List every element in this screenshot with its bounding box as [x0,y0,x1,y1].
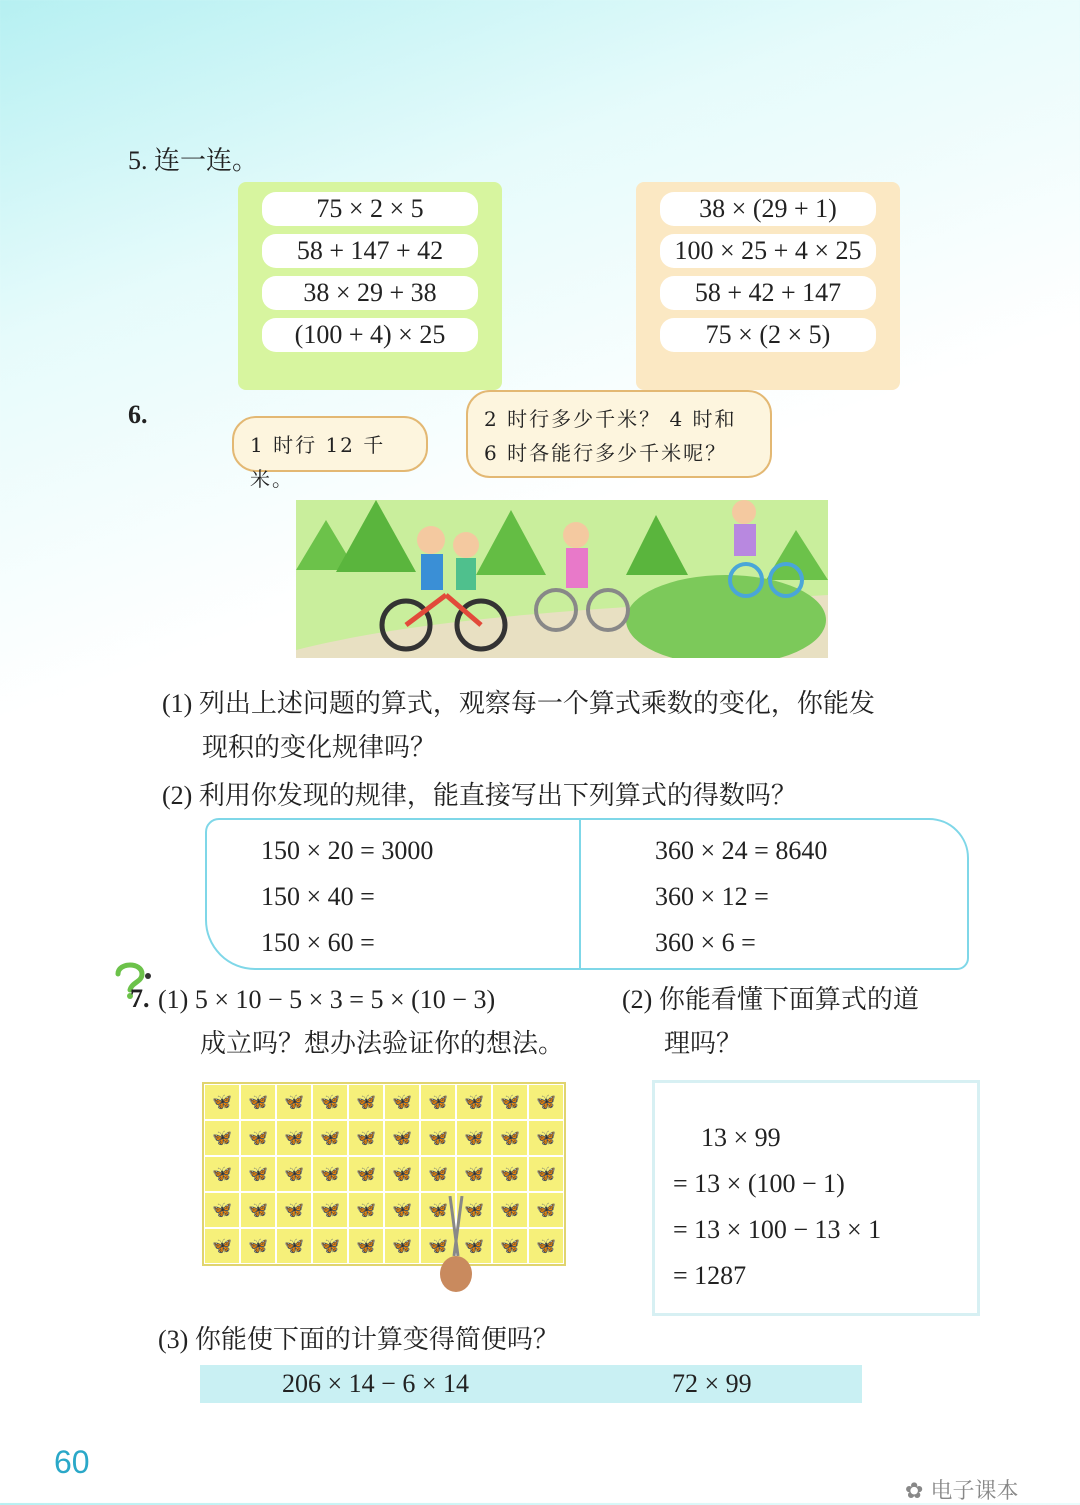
speech-bubble-1 [232,416,428,491]
butterfly-icon: 🦋 [492,1228,528,1264]
calc-line: = 1287 [673,1261,747,1290]
butterfly-icon: 🦋 [456,1192,492,1228]
q7-calculation-box [652,1080,980,1316]
butterfly-icon: 🦋 [528,1228,564,1264]
butterfly-icon: 🦋 [204,1120,240,1156]
butterfly-icon: 🦋 [420,1120,456,1156]
butterfly-icon: 🦋 [456,1120,492,1156]
q6-left-eq: 150 × 20 = 3000 [261,836,434,865]
q5-title: 5. 连一连。 [128,146,259,175]
butterfly-icon: 🦋 [312,1120,348,1156]
butterfly-icon: 🦋 [348,1120,384,1156]
butterfly-icon: 🦋 [456,1156,492,1192]
butterfly-icon: 🦋 [276,1084,312,1120]
butterfly-icon: 🦋 [384,1120,420,1156]
butterfly-icon: 🦋 [204,1228,240,1264]
butterfly-icon: 🦋 [384,1228,420,1264]
butterfly-icon: 🦋 [312,1156,348,1192]
butterfly-grid [202,1082,566,1266]
butterfly-icon: 🦋 [492,1120,528,1156]
q6-part1 [162,682,875,770]
butterfly-icon: 🦋 [528,1084,564,1120]
butterfly-icon: 🦋 [276,1228,312,1264]
q5-right-expr[interactable]: 100 × 25 + 4 × 25 [660,234,876,268]
butterfly-icon: 🦋 [276,1120,312,1156]
butterfly-icon: 🦋 [240,1156,276,1192]
calc-line: = 13 × 100 − 13 × 1 [673,1215,882,1244]
q5-right-expr[interactable]: 75 × (2 × 5) [660,318,876,352]
butterfly-icon: 🦋 [276,1192,312,1228]
page-number: 60 [54,1444,90,1480]
butterfly-icon: 🦋 [240,1084,276,1120]
butterfly-icon: 🦋 [312,1084,348,1120]
equation-divider [579,820,581,968]
butterfly-icon: 🦋 [204,1192,240,1228]
q6-part1-line2: 现积的变化规律吗？ [202,733,437,762]
butterfly-icon: 🦋 [384,1156,420,1192]
butterfly-icon: 🦋 [348,1084,384,1120]
butterfly-icon: 🦋 [456,1084,492,1120]
q6-right-eq: 360 × 24 = 8640 [655,836,828,865]
speech-bubble-2-line2: 6 时各能行多少千米呢？ [484,441,728,465]
q6-right-eq[interactable]: 360 × 12 = [655,882,769,911]
butterfly-icon: 🦋 [240,1228,276,1264]
butterfly-icon: 🦋 [528,1192,564,1228]
butterfly-icon: 🦋 [492,1156,528,1192]
butterfly-icon: 🦋 [492,1084,528,1120]
q7-number: 7. [130,984,150,1013]
butterfly-icon: 🦋 [420,1192,456,1228]
q5-left-expr[interactable]: (100 + 4) × 25 [262,318,478,352]
butterfly-icon: 🦋 [348,1228,384,1264]
speech-bubble-2-line1: 2 时行多少千米？ 4 时和 [484,407,737,431]
butterfly-icon: 🦋 [348,1192,384,1228]
q5-right-expr[interactable]: 38 × (29 + 1) [660,192,876,226]
speech-bubble-2 [466,390,772,478]
butterfly-icon: 🦋 [420,1084,456,1120]
butterfly-icon: 🦋 [312,1192,348,1228]
butterfly-icon: 🦋 [528,1120,564,1156]
q5-left-expr[interactable]: 58 + 147 + 42 [262,234,478,268]
q6-part1-line1: (1) 列出上述问题的算式，观察每一个算式乘数的变化，你能发 [162,689,875,718]
q5-left-expr[interactable]: 38 × 29 + 38 [262,276,478,310]
q7-part3: (3) 你能使下面的计算变得简便吗？ [158,1325,559,1354]
q7-part2 [622,978,919,1066]
watermark-text: 电子课本 [930,1479,1019,1504]
q5-left-panel [238,182,502,390]
q7-part2-line2: 理吗？ [664,1029,743,1058]
watermark [905,1474,1018,1505]
calc-line: = 13 × (100 − 1) [673,1169,845,1198]
butterfly-icon: 🦋 [204,1156,240,1192]
q5-right-panel [636,182,900,390]
butterfly-icon: 🦋 [240,1192,276,1228]
scissors-icon [430,1196,480,1301]
q7-part1 [158,978,564,1066]
butterfly-icon: 🦋 [384,1192,420,1228]
q6-right-eq[interactable]: 360 × 6 = [655,928,756,957]
q6-number: 6. [128,400,148,429]
butterfly-icon: 🦋 [456,1228,492,1264]
cycling-scene-svg [296,500,828,658]
q6-left-eq[interactable]: 150 × 60 = [261,928,375,957]
q6-left-eq[interactable]: 150 × 40 = [261,882,375,911]
butterfly-icon: 🦋 [420,1156,456,1192]
butterfly-icon: 🦋 [420,1228,456,1264]
q7-exercise[interactable]: 72 × 99 [672,1369,752,1398]
butterfly-icon: 🦋 [528,1156,564,1192]
butterfly-icon: 🦋 [348,1156,384,1192]
speech-bubble-1-text: 1 时行 12 千米。 [250,433,386,491]
butterfly-icon: 🦋 [276,1156,312,1192]
q6-equation-box [205,818,969,970]
butterfly-icon: 🦋 [204,1084,240,1120]
calc-line: 13 × 99 [701,1123,781,1152]
wechat-icon: ✿ [905,1479,924,1504]
q6-part2: (2) 利用你发现的规律，能直接写出下列算式的得数吗？ [162,781,797,810]
q7-part1-line2: 成立吗？想办法验证你的想法。 [200,1029,565,1058]
q7-exercise-strip [200,1365,862,1403]
q7-exercise[interactable]: 206 × 14 − 6 × 14 [282,1369,469,1398]
butterfly-icon: 🦋 [240,1120,276,1156]
butterfly-icon: 🦋 [384,1084,420,1120]
q5-left-expr[interactable]: 75 × 2 × 5 [262,192,478,226]
cycling-illustration [296,500,828,658]
q7-part2-line1: (2) 你能看懂下面算式的道 [622,985,919,1014]
q5-right-expr[interactable]: 58 + 42 + 147 [660,276,876,310]
butterfly-icon: 🦋 [492,1192,528,1228]
butterfly-icon: 🦋 [312,1228,348,1264]
q7-part1-line1: (1) 5 × 10 − 5 × 3 = 5 × (10 − 3) [158,985,496,1014]
